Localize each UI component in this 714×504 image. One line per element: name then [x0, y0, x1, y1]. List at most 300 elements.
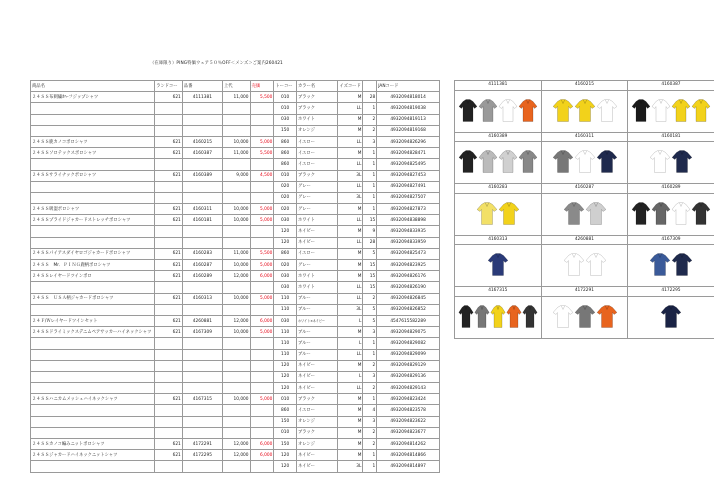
cell-color-name: ブラック [296, 103, 337, 114]
cell-size-code: LL [338, 349, 363, 360]
cell-list-price [222, 461, 250, 472]
cell-list-price [222, 427, 250, 438]
cell-jan-code: 4932094823622 [377, 416, 440, 427]
product-photo [541, 245, 628, 287]
cell-size-code: M [338, 327, 363, 338]
cell-product-name [31, 125, 155, 136]
cell-quantity: 1 [363, 181, 377, 192]
table-row [31, 427, 440, 438]
cell-product-name [31, 181, 155, 192]
cell-brand-code: 621 [155, 271, 183, 282]
cell-sale-price [250, 416, 274, 427]
table-row [31, 237, 440, 248]
cell-color-code: 010 [274, 394, 297, 405]
image-item-code: 4260881 [541, 235, 628, 245]
cell-quantity: 15 [363, 282, 377, 293]
cell-brand-code: 621 [155, 248, 183, 259]
image-grid-code-row [455, 81, 714, 91]
table-row [31, 170, 440, 181]
cell-jan-code: 4547615582289 [377, 315, 440, 326]
cell-color-name: ホワイト [296, 282, 337, 293]
cell-quantity: 15 [363, 260, 377, 271]
cell-size-code: M [338, 204, 363, 215]
cell-brand-code: 621 [155, 450, 183, 461]
product-photo [541, 90, 628, 132]
cell-product-name [31, 416, 155, 427]
cell-product-name: ２４ＳＳソロテックスポロシャツ [31, 148, 155, 159]
cell-color-code: 030 [274, 215, 297, 226]
cell-quantity: 1 [363, 394, 377, 405]
cell-brand-code: 621 [155, 92, 183, 103]
cell-item-number: 4167315 [182, 394, 222, 405]
cell-brand-code [155, 159, 183, 170]
cell-color-name: イエロー [296, 405, 337, 416]
cell-color-code: 030 [274, 282, 297, 293]
cell-quantity: 1 [363, 192, 377, 203]
header-brand-code: ランドコー [155, 81, 183, 92]
cell-color-code: 010 [274, 427, 297, 438]
image-item-code: 4167315 [455, 287, 542, 297]
garment-illustration-icon [455, 297, 541, 338]
cell-size-code: M [338, 92, 363, 103]
cell-product-name [31, 349, 155, 360]
table-row [31, 405, 440, 416]
table-row [31, 192, 440, 203]
cell-sale-price [250, 360, 274, 371]
cell-color-name: オレンジ [296, 439, 337, 450]
cell-item-number [182, 304, 222, 315]
cell-color-name: ホワイト [296, 215, 337, 226]
cell-jan-code: 4932094829136 [377, 371, 440, 382]
cell-item-number [182, 338, 222, 349]
cell-product-name [31, 427, 155, 438]
cell-color-code: 860 [274, 405, 297, 416]
cell-quantity: 2 [363, 293, 377, 304]
cell-item-number [182, 226, 222, 237]
cell-product-name: ２４ＳＳ布刺繍ｶﾊｰフジップシャツ [31, 92, 155, 103]
image-item-code: 4160387 [628, 81, 714, 91]
cell-brand-code: 621 [155, 394, 183, 405]
cell-color-name: グレー [296, 204, 337, 215]
garment-illustration-icon [455, 245, 541, 286]
cell-list-price: 11,000 [222, 92, 250, 103]
cell-item-number [182, 237, 222, 248]
cell-quantity: 28 [363, 237, 377, 248]
image-item-code: 4172291 [541, 287, 628, 297]
table-row [31, 450, 440, 461]
cell-sale-price [250, 304, 274, 315]
product-photo [541, 142, 628, 184]
cell-item-number: 4160311 [182, 204, 222, 215]
cell-sale-price [250, 282, 274, 293]
cell-list-price: 9,000 [222, 170, 250, 181]
cell-sale-price: 5,500 [250, 248, 274, 259]
cell-brand-code [155, 338, 183, 349]
garment-illustration-icon [542, 245, 628, 286]
cell-color-code: 120 [274, 461, 297, 472]
cell-sale-price: 6,000 [250, 315, 274, 326]
cell-item-number [182, 125, 222, 136]
cell-brand-code [155, 181, 183, 192]
cell-list-price: 10,000 [222, 260, 250, 271]
product-photo [455, 142, 542, 184]
cell-jan-code: 4932094826845 [377, 293, 440, 304]
cell-color-code: 120 [274, 226, 297, 237]
table-row [31, 92, 440, 103]
table-row [31, 103, 440, 114]
product-photo [541, 193, 628, 235]
table-row [31, 416, 440, 427]
cell-brand-code [155, 192, 183, 203]
table-row [31, 315, 440, 326]
cell-list-price [222, 226, 250, 237]
cell-brand-code [155, 360, 183, 371]
cell-product-name [31, 114, 155, 125]
cell-sale-price [250, 427, 274, 438]
cell-size-code: LL [338, 103, 363, 114]
cell-brand-code [155, 371, 183, 382]
cell-size-code: LL [338, 293, 363, 304]
cell-list-price [222, 282, 250, 293]
image-grid-code-row [455, 287, 714, 297]
cell-list-price: 10,000 [222, 136, 250, 147]
image-item-code: 4160311 [541, 132, 628, 142]
cell-color-code: 120 [274, 360, 297, 371]
cell-product-name: ２４ＳＳドライミックスデニムペアサッカーハイネックシャツ [31, 327, 155, 338]
image-grid-code-row [455, 132, 714, 142]
cell-size-code: M [338, 114, 363, 125]
cell-color-code: 120 [274, 237, 297, 248]
cell-item-number: 4160389 [182, 170, 222, 181]
cell-jan-code: 4932094819038 [377, 103, 440, 114]
cell-jan-code: 4932094825495 [377, 159, 440, 170]
cell-quantity: 5 [363, 304, 377, 315]
cell-size-code: M [338, 148, 363, 159]
cell-quantity: 2 [363, 125, 377, 136]
cell-size-code: LL [338, 181, 363, 192]
garment-illustration-icon [628, 194, 714, 235]
table-row [31, 338, 440, 349]
cell-product-name: ２４ＳＳサライナックポロシャツ [31, 170, 155, 181]
table-row [31, 349, 440, 360]
cell-item-number [182, 349, 222, 360]
cell-color-code: 030 [274, 315, 297, 326]
product-image-grid [454, 80, 714, 339]
cell-color-code: 110 [274, 327, 297, 338]
cell-item-number [182, 427, 222, 438]
cell-jan-code: 4932094825473 [377, 248, 440, 259]
cell-brand-code [155, 416, 183, 427]
cell-color-code: 010 [274, 103, 297, 114]
cell-jan-code: 4932094814897 [377, 461, 440, 472]
cell-list-price [222, 237, 250, 248]
image-item-code: 4160289 [628, 184, 714, 194]
cell-brand-code: 621 [155, 136, 183, 147]
garment-illustration-icon [542, 194, 628, 235]
cell-sale-price: 5,000 [250, 394, 274, 405]
stock-table [30, 80, 440, 473]
cell-quantity: 1 [363, 461, 377, 472]
table-row [31, 260, 440, 271]
cell-product-name: ２４ＳＳジャカードハイネックニットシャツ [31, 450, 155, 461]
table-row [31, 148, 440, 159]
table-row [31, 360, 440, 371]
cell-quantity: 1 [363, 204, 377, 215]
cell-list-price [222, 181, 250, 192]
table-row [31, 304, 440, 315]
cell-size-code: LL [338, 136, 363, 147]
cell-color-name: オレンジ [296, 125, 337, 136]
header-color-code: トーコー [274, 81, 297, 92]
cell-list-price [222, 125, 250, 136]
cell-color-name: グレー [296, 192, 337, 203]
cell-size-code: L [338, 338, 363, 349]
cell-color-name: オレンジ [296, 416, 337, 427]
cell-list-price: 11,000 [222, 148, 250, 159]
cell-brand-code [155, 383, 183, 394]
cell-brand-code [155, 461, 183, 472]
cell-color-code: 010 [274, 92, 297, 103]
cell-color-name: ホワイト [296, 114, 337, 125]
image-item-code: 4160313 [455, 235, 542, 245]
cell-size-code: LL [338, 282, 363, 293]
cell-color-code: 120 [274, 371, 297, 382]
cell-size-code: M [338, 360, 363, 371]
cell-product-name [31, 237, 155, 248]
table-row [31, 371, 440, 382]
header-jan-code: JANコード [377, 81, 440, 92]
cell-product-name [31, 304, 155, 315]
cell-sale-price [250, 103, 274, 114]
cell-quantity: 1 [363, 170, 377, 181]
cell-list-price [222, 103, 250, 114]
table-row [31, 136, 440, 147]
cell-color-name: ネイビー [296, 237, 337, 248]
cell-sale-price [250, 461, 274, 472]
cell-item-number: 4172291 [182, 439, 222, 450]
cell-sale-price [250, 237, 274, 248]
cell-item-number [182, 371, 222, 382]
cell-quantity: 4 [363, 405, 377, 416]
cell-quantity: 3 [363, 371, 377, 382]
cell-product-name [31, 159, 155, 170]
cell-color-name: ネイビー [296, 360, 337, 371]
cell-brand-code: 621 [155, 293, 183, 304]
cell-item-number: 4160289 [182, 271, 222, 282]
cell-jan-code: 4932094819168 [377, 125, 440, 136]
cell-sale-price: 6,000 [250, 450, 274, 461]
cell-size-code: M [338, 248, 363, 259]
cell-size-code: LL [338, 237, 363, 248]
cell-item-number [182, 405, 222, 416]
cell-list-price [222, 383, 250, 394]
table-row [31, 181, 440, 192]
cell-jan-code: 4932094838898 [377, 215, 440, 226]
cell-jan-code: 4932094833959 [377, 237, 440, 248]
cell-list-price [222, 405, 250, 416]
cell-color-name: ネイビー [296, 461, 337, 472]
cell-jan-code: 4932094826296 [377, 136, 440, 147]
cell-product-name [31, 282, 155, 293]
cell-size-code: 3L [338, 304, 363, 315]
cell-quantity: 2 [363, 360, 377, 371]
cell-size-code: LL [338, 159, 363, 170]
cell-jan-code: 4932094829075 [377, 327, 440, 338]
cell-quantity: 1 [363, 148, 377, 159]
cell-brand-code: 621 [155, 439, 183, 450]
image-grid-photo-row [455, 142, 714, 184]
garment-illustration-icon [628, 297, 714, 338]
table-row [31, 282, 440, 293]
cell-item-number: 4160283 [182, 248, 222, 259]
header-size-code: イズコード [338, 81, 363, 92]
cell-jan-code: 4932094827491 [377, 181, 440, 192]
cell-jan-code: 4932094828471 [377, 148, 440, 159]
cell-jan-code: 4932094823677 [377, 427, 440, 438]
cell-color-code: 860 [274, 148, 297, 159]
cell-color-code: 020 [274, 260, 297, 271]
cell-sale-price: 5,000 [250, 293, 274, 304]
cell-color-code: 150 [274, 439, 297, 450]
cell-sale-price: 5,000 [250, 204, 274, 215]
cell-quantity: 1 [363, 349, 377, 360]
cell-product-name: ２４ＳＳ鹿カノコポロシャツ [31, 136, 155, 147]
cell-color-code: 010 [274, 170, 297, 181]
cell-jan-code: 4932094826852 [377, 304, 440, 315]
image-grid-code-row [455, 235, 714, 245]
cell-brand-code [155, 427, 183, 438]
image-item-code: 4160389 [455, 132, 542, 142]
cell-sale-price [250, 181, 274, 192]
cell-brand-code [155, 114, 183, 125]
header-quantity [363, 81, 377, 92]
product-photo [628, 142, 714, 184]
header-product-name: 商品名 [31, 81, 155, 92]
cell-color-code: 150 [274, 125, 297, 136]
table-header-row [31, 81, 440, 92]
cell-item-number: 4111381 [182, 92, 222, 103]
cell-size-code: M [338, 427, 363, 438]
cell-sale-price: 5,500 [250, 148, 274, 159]
cell-product-name: ２４ＳＳ Mr．ＰＩＮＧ鹿柄ポロシャツ [31, 260, 155, 271]
cell-size-code: M [338, 416, 363, 427]
cell-color-code: 030 [274, 114, 297, 125]
cell-color-code: 150 [274, 416, 297, 427]
cell-size-code: LL [338, 215, 363, 226]
garment-illustration-icon [542, 297, 628, 338]
cell-item-number [182, 114, 222, 125]
cell-color-code: 110 [274, 304, 297, 315]
table-row [31, 327, 440, 338]
cell-item-number: 4160181 [182, 215, 222, 226]
cell-brand-code [155, 405, 183, 416]
page-title: （在庫限り）PING特価ウェア５０％OFF＜メンズ＞ご案内260421 [150, 61, 283, 66]
cell-product-name [31, 461, 155, 472]
cell-item-number [182, 461, 222, 472]
garment-illustration-icon [628, 91, 714, 132]
cell-quantity: 1 [363, 103, 377, 114]
cell-list-price [222, 192, 250, 203]
header-item-number: 品番 [182, 81, 222, 92]
cell-sale-price: 5,000 [250, 260, 274, 271]
cell-color-code: 020 [274, 181, 297, 192]
cell-list-price: 10,000 [222, 394, 250, 405]
cell-product-name: ２４ＳＳカノコ編みニットポロシャツ [31, 439, 155, 450]
cell-jan-code: 4932094833935 [377, 226, 440, 237]
product-photo [628, 245, 714, 287]
cell-product-name [31, 360, 155, 371]
cell-item-number: 4160387 [182, 148, 222, 159]
product-photo [628, 193, 714, 235]
cell-sale-price [250, 159, 274, 170]
cell-color-name: グレー [296, 181, 337, 192]
cell-sale-price [250, 114, 274, 125]
cell-product-name [31, 383, 155, 394]
cell-item-number [182, 159, 222, 170]
cell-color-code: 110 [274, 293, 297, 304]
cell-size-code: M [338, 439, 363, 450]
cell-item-number [182, 181, 222, 192]
cell-product-name [31, 192, 155, 203]
cell-product-name: ２４ＳＳパイアスダイヤロゴジャカードポロシャツ [31, 248, 155, 259]
cell-color-name: ブルー [296, 338, 337, 349]
table-row [31, 226, 440, 237]
cell-product-name: ２４Ｆ/Ｗレイヤードツインセット [31, 315, 155, 326]
cell-item-number: 4160313 [182, 293, 222, 304]
cell-quantity: 2 [363, 427, 377, 438]
cell-color-name: イエロー [296, 248, 337, 259]
cell-item-number [182, 416, 222, 427]
cell-item-number [182, 103, 222, 114]
garment-illustration-icon [628, 245, 714, 286]
cell-brand-code [155, 282, 183, 293]
cell-color-name: ネイビー [296, 371, 337, 382]
cell-item-number: 4172295 [182, 450, 222, 461]
cell-list-price [222, 416, 250, 427]
cell-color-name: ネイビー [296, 450, 337, 461]
cell-sale-price [250, 192, 274, 203]
cell-item-number [182, 282, 222, 293]
cell-list-price: 12,000 [222, 439, 250, 450]
cell-sale-price [250, 383, 274, 394]
image-item-code: 4160215 [541, 81, 628, 91]
cell-list-price [222, 159, 250, 170]
cell-jan-code: 4932094827453 [377, 170, 440, 181]
cell-jan-code: 4932094829143 [377, 383, 440, 394]
cell-quantity: 15 [363, 271, 377, 282]
header-color-name: カラー名 [296, 81, 337, 92]
cell-color-code: 110 [274, 338, 297, 349]
cell-list-price [222, 360, 250, 371]
cell-sale-price: 6,000 [250, 439, 274, 450]
garment-illustration-icon [455, 91, 541, 132]
cell-color-name: ネイビー [296, 226, 337, 237]
cell-color-code: 020 [274, 192, 297, 203]
table-row [31, 293, 440, 304]
cell-sale-price: 5,000 [250, 215, 274, 226]
cell-sale-price: 4,500 [250, 170, 274, 181]
cell-item-number: 4167309 [182, 327, 222, 338]
cell-product-name [31, 405, 155, 416]
cell-jan-code: 4932094829099 [377, 349, 440, 360]
cell-list-price: 12,000 [222, 450, 250, 461]
cell-jan-code: 4932094826190 [377, 282, 440, 293]
cell-color-name: ブラック [296, 394, 337, 405]
header-sale-price: 売価 [250, 81, 274, 92]
table-row [31, 125, 440, 136]
cell-sale-price [250, 371, 274, 382]
cell-color-name: ネイビー [296, 383, 337, 394]
